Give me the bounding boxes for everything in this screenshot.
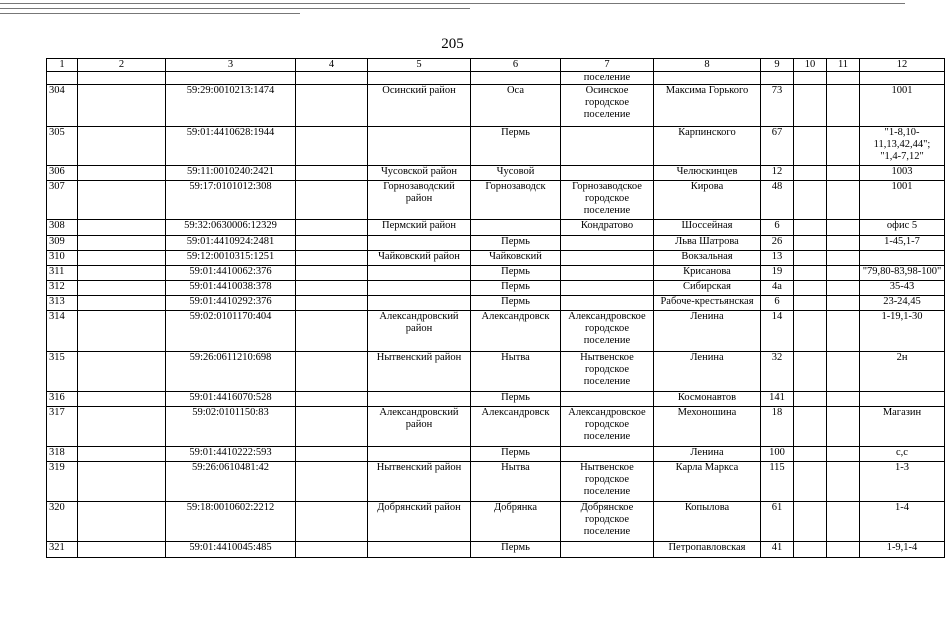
- column-10-cell: [794, 352, 827, 392]
- column-11-cell: [827, 127, 860, 166]
- column-4-cell: [296, 447, 368, 462]
- cadastral-number: 59:11:0010240:2421: [166, 166, 296, 181]
- settlement-name: Александровское городское поселение: [561, 311, 654, 352]
- district-name: Осинский район: [368, 85, 471, 127]
- house-number: 115: [761, 462, 794, 502]
- house-number: 32: [761, 352, 794, 392]
- premises-number: Магазин: [860, 407, 945, 447]
- row-number: 308: [47, 220, 78, 236]
- premises-number: 1003: [860, 166, 945, 181]
- premises-number: 35-43: [860, 281, 945, 296]
- settlement-name: Нытвенское городское поселение: [561, 462, 654, 502]
- district-name: Горнозаводский район: [368, 181, 471, 220]
- column-2-cell: [78, 542, 166, 558]
- row-number: 313: [47, 296, 78, 311]
- settlement-name: [561, 127, 654, 166]
- column-2-cell: [78, 447, 166, 462]
- column-2-cell: [78, 296, 166, 311]
- premises-number: "79,80-83,98-100": [860, 266, 945, 281]
- cadastral-number: 59:01:4410222:593: [166, 447, 296, 462]
- premises-number: 2н: [860, 352, 945, 392]
- cadastral-number: 59:01:4410038:378: [166, 281, 296, 296]
- column-11-cell: [827, 296, 860, 311]
- premises-number: 1001: [860, 85, 945, 127]
- column-11-cell: [827, 236, 860, 251]
- column-2-cell: [78, 311, 166, 352]
- district-name: [368, 392, 471, 407]
- cadastral-number: 59:01:4416070:528: [166, 392, 296, 407]
- premises-number: 1-3: [860, 462, 945, 502]
- column-11-cell: [827, 72, 860, 85]
- premises-number: 1-19,1-30: [860, 311, 945, 352]
- district-name: [368, 127, 471, 166]
- cadastral-number: 59:12:0010315:1251: [166, 251, 296, 266]
- row-number: 307: [47, 181, 78, 220]
- column-4-cell: [296, 281, 368, 296]
- street-name: Кирова: [654, 181, 761, 220]
- header-row: [47, 59, 945, 72]
- column-11-cell: [827, 311, 860, 352]
- street-name: Космонавтов: [654, 392, 761, 407]
- district-name: Пермский район: [368, 220, 471, 236]
- table-row: [47, 352, 945, 392]
- row-number: 320: [47, 502, 78, 542]
- scan-artifact-line: [0, 3, 905, 4]
- house-number: 14: [761, 311, 794, 352]
- house-number: 41: [761, 542, 794, 558]
- district-name: Нытвенский район: [368, 352, 471, 392]
- district-name: Александровский район: [368, 311, 471, 352]
- column-4-cell: [296, 542, 368, 558]
- street-name: Вокзальная: [654, 251, 761, 266]
- column-header: 12: [860, 59, 945, 72]
- column-10-cell: [794, 281, 827, 296]
- row-number: 306: [47, 166, 78, 181]
- cadastral-number: 59:02:0101170:404: [166, 311, 296, 352]
- column-11-cell: [827, 181, 860, 220]
- column-4-cell: [296, 181, 368, 220]
- column-11-cell: [827, 502, 860, 542]
- house-number: 13: [761, 251, 794, 266]
- column-10-cell: [794, 407, 827, 447]
- city-name: [471, 72, 561, 85]
- page-number: 205: [441, 36, 464, 52]
- house-number: 73: [761, 85, 794, 127]
- city-name: Чусовой: [471, 166, 561, 181]
- district-name: [368, 266, 471, 281]
- street-name: Ленина: [654, 311, 761, 352]
- settlement-name: [561, 251, 654, 266]
- settlement-name: [561, 236, 654, 251]
- city-name: Пермь: [471, 266, 561, 281]
- row-number: 304: [47, 85, 78, 127]
- column-10-cell: [794, 251, 827, 266]
- column-10-cell: [794, 502, 827, 542]
- column-4-cell: [296, 502, 368, 542]
- street-name: Рабоче-крестьянская: [654, 296, 761, 311]
- column-4-cell: [296, 311, 368, 352]
- district-name: [368, 72, 471, 85]
- column-10-cell: [794, 236, 827, 251]
- column-10-cell: [794, 542, 827, 558]
- column-2-cell: [78, 462, 166, 502]
- street-name: [654, 72, 761, 85]
- row-number: 311: [47, 266, 78, 281]
- column-4-cell: [296, 392, 368, 407]
- column-2-cell: [78, 502, 166, 542]
- settlement-name: [561, 166, 654, 181]
- house-number: 67: [761, 127, 794, 166]
- premises-number: [860, 392, 945, 407]
- settlement-name: поселение: [561, 72, 654, 85]
- column-11-cell: [827, 542, 860, 558]
- district-name: [368, 236, 471, 251]
- settlement-name: Александровское городское поселение: [561, 407, 654, 447]
- city-name: Нытва: [471, 462, 561, 502]
- house-number: 100: [761, 447, 794, 462]
- column-header: 10: [794, 59, 827, 72]
- cadastral-number: [166, 72, 296, 85]
- column-11-cell: [827, 266, 860, 281]
- row-number: 310: [47, 251, 78, 266]
- table-row: [47, 462, 945, 502]
- column-2-cell: [78, 85, 166, 127]
- city-name: Горнозаводск: [471, 181, 561, 220]
- city-name: Александровск: [471, 407, 561, 447]
- settlement-name: Горнозаводское городское поселение: [561, 181, 654, 220]
- street-name: Карла Маркса: [654, 462, 761, 502]
- column-2-cell: [78, 266, 166, 281]
- city-name: Пермь: [471, 542, 561, 558]
- row-number: 319: [47, 462, 78, 502]
- district-name: Чайковский район: [368, 251, 471, 266]
- column-4-cell: [296, 85, 368, 127]
- column-4-cell: [296, 296, 368, 311]
- column-2-cell: [78, 352, 166, 392]
- table-row: [47, 251, 945, 266]
- premises-number: 1001: [860, 181, 945, 220]
- scan-artifact-line: [0, 13, 300, 14]
- row-number: 315: [47, 352, 78, 392]
- cadastral-number: 59:01:4410045:485: [166, 542, 296, 558]
- street-name: Шоссейная: [654, 220, 761, 236]
- table-row: [47, 311, 945, 352]
- district-name: Александровский район: [368, 407, 471, 447]
- table-row: [47, 542, 945, 558]
- house-number: 19: [761, 266, 794, 281]
- column-header: 1: [47, 59, 78, 72]
- row-number: 314: [47, 311, 78, 352]
- column-10-cell: [794, 220, 827, 236]
- column-10-cell: [794, 127, 827, 166]
- column-header: 5: [368, 59, 471, 72]
- column-4-cell: [296, 266, 368, 281]
- premises-number: офис 5: [860, 220, 945, 236]
- column-4-cell: [296, 251, 368, 266]
- house-number: 18: [761, 407, 794, 447]
- settlement-name: [561, 296, 654, 311]
- column-10-cell: [794, 72, 827, 85]
- city-name: Пермь: [471, 281, 561, 296]
- house-number: 48: [761, 181, 794, 220]
- street-name: Крисанова: [654, 266, 761, 281]
- table-row: [47, 236, 945, 251]
- cadastral-number: 59:32:0630006:12329: [166, 220, 296, 236]
- district-name: Нытвенский район: [368, 462, 471, 502]
- column-10-cell: [794, 447, 827, 462]
- column-2-cell: [78, 127, 166, 166]
- table-row: [47, 296, 945, 311]
- cadastral-number: 59:01:4410292:376: [166, 296, 296, 311]
- street-name: Челюскинцев: [654, 166, 761, 181]
- city-name: Пермь: [471, 392, 561, 407]
- column-11-cell: [827, 352, 860, 392]
- column-2-cell: [78, 251, 166, 266]
- premises-number: [860, 251, 945, 266]
- column-2-cell: [78, 72, 166, 85]
- column-11-cell: [827, 447, 860, 462]
- column-10-cell: [794, 462, 827, 502]
- premises-number: с,с: [860, 447, 945, 462]
- street-name: Ленина: [654, 447, 761, 462]
- table-row: [47, 266, 945, 281]
- scan-artifact-line: [0, 8, 470, 9]
- column-4-cell: [296, 72, 368, 85]
- column-2-cell: [78, 281, 166, 296]
- column-2-cell: [78, 392, 166, 407]
- row-number: 321: [47, 542, 78, 558]
- premises-number: 23-24,45: [860, 296, 945, 311]
- city-name: [471, 220, 561, 236]
- cadastral-number: 59:01:4410062:376: [166, 266, 296, 281]
- column-10-cell: [794, 166, 827, 181]
- registry-table: [46, 58, 945, 558]
- table-row: [47, 392, 945, 407]
- city-name: Пермь: [471, 236, 561, 251]
- cadastral-number: 59:26:0611210:698: [166, 352, 296, 392]
- column-10-cell: [794, 181, 827, 220]
- column-header: 11: [827, 59, 860, 72]
- column-11-cell: [827, 166, 860, 181]
- row-number: 318: [47, 447, 78, 462]
- column-10-cell: [794, 392, 827, 407]
- column-header: 8: [654, 59, 761, 72]
- column-4-cell: [296, 407, 368, 447]
- column-11-cell: [827, 392, 860, 407]
- column-4-cell: [296, 352, 368, 392]
- cadastral-number: 59:01:4410924:2481: [166, 236, 296, 251]
- district-name: [368, 296, 471, 311]
- column-2-cell: [78, 181, 166, 220]
- table-row: [47, 166, 945, 181]
- street-name: Льва Шатрова: [654, 236, 761, 251]
- house-number: 6: [761, 296, 794, 311]
- city-name: Пермь: [471, 127, 561, 166]
- house-number: 61: [761, 502, 794, 542]
- column-4-cell: [296, 236, 368, 251]
- premises-number: 1-45,1-7: [860, 236, 945, 251]
- street-name: Карпинского: [654, 127, 761, 166]
- column-10-cell: [794, 296, 827, 311]
- settlement-name: [561, 447, 654, 462]
- cadastral-number: 59:26:0610481:42: [166, 462, 296, 502]
- street-name: Мехоношина: [654, 407, 761, 447]
- district-name: [368, 447, 471, 462]
- column-10-cell: [794, 85, 827, 127]
- cadastral-number: 59:29:0010213:1474: [166, 85, 296, 127]
- column-2-cell: [78, 166, 166, 181]
- column-11-cell: [827, 281, 860, 296]
- column-2-cell: [78, 220, 166, 236]
- premises-number: [860, 72, 945, 85]
- column-4-cell: [296, 166, 368, 181]
- cadastral-number: 59:17:0101012:308: [166, 181, 296, 220]
- district-name: Чусовской район: [368, 166, 471, 181]
- city-name: Нытва: [471, 352, 561, 392]
- settlement-name: [561, 266, 654, 281]
- column-header: 9: [761, 59, 794, 72]
- street-name: Максима Горького: [654, 85, 761, 127]
- street-name: Петропавловская: [654, 542, 761, 558]
- cadastral-number: 59:01:4410628:1944: [166, 127, 296, 166]
- premises-number: "1-8,10-11,13,42,44"; "1,4-7,12": [860, 127, 945, 166]
- row-number: 316: [47, 392, 78, 407]
- column-11-cell: [827, 251, 860, 266]
- column-11-cell: [827, 407, 860, 447]
- settlement-name: Кондратово: [561, 220, 654, 236]
- cadastral-number: 59:18:0010602:2212: [166, 502, 296, 542]
- row-number: [47, 72, 78, 85]
- city-name: Добрянка: [471, 502, 561, 542]
- district-name: [368, 281, 471, 296]
- district-name: Добрянский район: [368, 502, 471, 542]
- house-number: 4а: [761, 281, 794, 296]
- table-row: [47, 407, 945, 447]
- house-number: 26: [761, 236, 794, 251]
- column-11-cell: [827, 220, 860, 236]
- column-header: 4: [296, 59, 368, 72]
- settlement-name: [561, 542, 654, 558]
- city-name: Александровск: [471, 311, 561, 352]
- table-row: [47, 220, 945, 236]
- city-name: Пермь: [471, 447, 561, 462]
- house-number: [761, 72, 794, 85]
- cadastral-number: 59:02:0101150:83: [166, 407, 296, 447]
- column-10-cell: [794, 266, 827, 281]
- table-row: [47, 181, 945, 220]
- table-row: [47, 281, 945, 296]
- row-number: 317: [47, 407, 78, 447]
- street-name: Сибирская: [654, 281, 761, 296]
- settlement-name: [561, 392, 654, 407]
- column-header: 2: [78, 59, 166, 72]
- house-number: 6: [761, 220, 794, 236]
- column-header: 3: [166, 59, 296, 72]
- settlement-name: Нытвенское городское поселение: [561, 352, 654, 392]
- table-row: [47, 85, 945, 127]
- city-name: Пермь: [471, 296, 561, 311]
- settlement-name: Добрянское городское поселение: [561, 502, 654, 542]
- column-2-cell: [78, 236, 166, 251]
- column-11-cell: [827, 462, 860, 502]
- column-4-cell: [296, 127, 368, 166]
- premises-number: 1-9,1-4: [860, 542, 945, 558]
- column-2-cell: [78, 407, 166, 447]
- city-name: Чайковский: [471, 251, 561, 266]
- district-name: [368, 542, 471, 558]
- column-4-cell: [296, 462, 368, 502]
- table-row: [47, 502, 945, 542]
- table-row: [47, 447, 945, 462]
- column-header: 6: [471, 59, 561, 72]
- column-10-cell: [794, 311, 827, 352]
- table-row: [47, 72, 945, 85]
- settlement-name: [561, 281, 654, 296]
- column-4-cell: [296, 220, 368, 236]
- street-name: Ленина: [654, 352, 761, 392]
- settlement-name: Осинское городское поселение: [561, 85, 654, 127]
- city-name: Оса: [471, 85, 561, 127]
- house-number: 141: [761, 392, 794, 407]
- premises-number: 1-4: [860, 502, 945, 542]
- row-number: 305: [47, 127, 78, 166]
- column-header: 7: [561, 59, 654, 72]
- house-number: 12: [761, 166, 794, 181]
- row-number: 309: [47, 236, 78, 251]
- column-11-cell: [827, 85, 860, 127]
- row-number: 312: [47, 281, 78, 296]
- street-name: Копылова: [654, 502, 761, 542]
- table-row: [47, 127, 945, 166]
